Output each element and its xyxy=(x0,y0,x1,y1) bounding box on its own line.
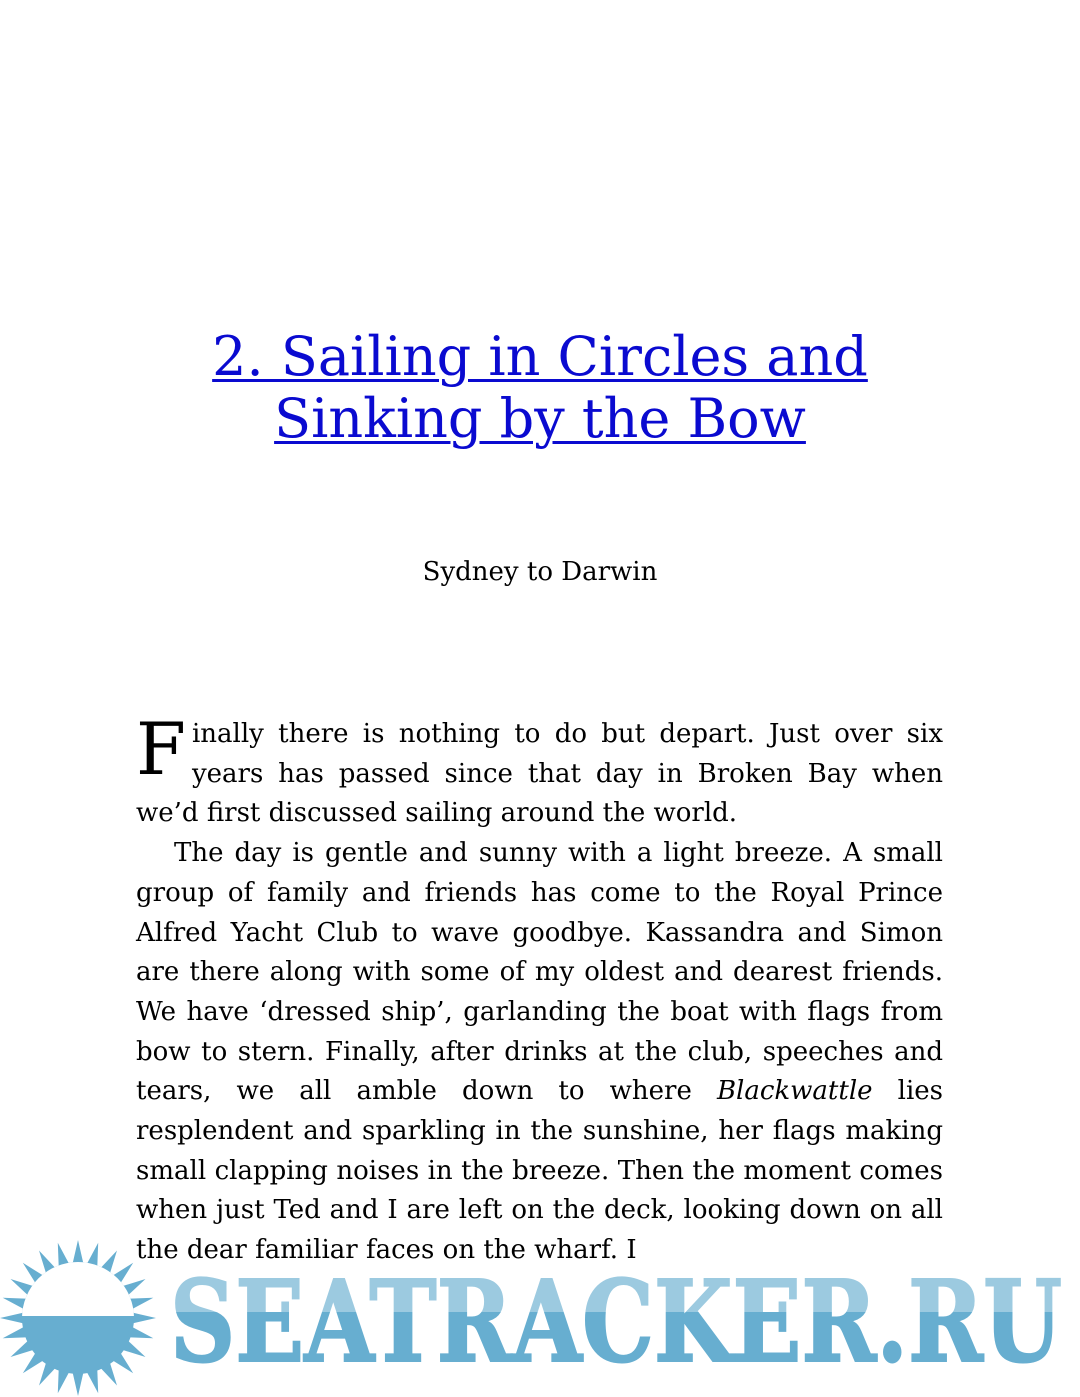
paragraph-1-text: inally there is nothing to do but depart. Just over six years has passed since that day in Broken Bay when we’d first discussed sailing around the world. xyxy=(136,719,943,829)
chapter-body xyxy=(136,707,943,1271)
chapter-subtitle: Sydney to Darwin xyxy=(422,557,658,587)
drop-cap: F xyxy=(136,707,186,791)
sun-logo-icon xyxy=(0,1240,156,1396)
watermark-graphic xyxy=(0,1236,1080,1397)
chapter-title-line1: 2. Sailing in Circles and xyxy=(212,325,868,388)
chapter-title-link[interactable] xyxy=(212,325,868,450)
chapter-title xyxy=(0,326,1080,450)
paragraph-1 xyxy=(136,707,943,834)
paragraph-2-text-a: The day is gentle and sunny with a light breeze. A small group of family and friends has come to the Royal Prince Alfred Yacht Club to wave goodbye. Kassandra and Simon are there along with some of my oldest and dearest friends. We have ‘dressed ship’, garlanding the boat with flags from bow to stern. Finally, after drinks at the club, speeches and tears, we all amble down to where xyxy=(136,838,943,1107)
chapter-title-line2: Sinking by the Bow xyxy=(274,387,806,450)
boat-name: Blackwattle xyxy=(716,1076,873,1107)
paragraph-2 xyxy=(136,834,943,1271)
paragraph-2-text-b: lies resplendent and sparkling in the sunshine, her flags making small clapping noises in the breeze. Then the moment comes when just Ted and I are left on the deck, looking down on all the dear familiar faces on the wharf. I xyxy=(136,1076,943,1266)
watermark xyxy=(0,1236,1080,1397)
watermark-text: SEATRACKER.RU xyxy=(170,1257,1062,1388)
